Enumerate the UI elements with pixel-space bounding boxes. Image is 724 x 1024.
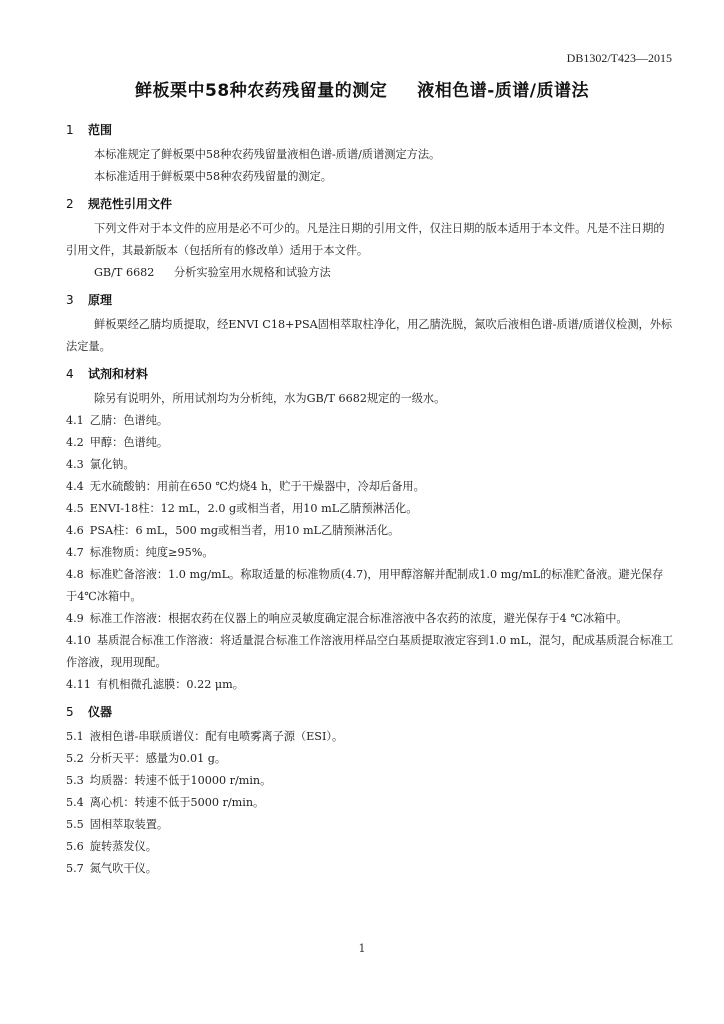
section-normative-references [66,192,674,284]
list-item: 4.7 标准物质：纯度≥95%。 [66,546,214,559]
list-item: 4.2 甲醇：色谱纯。 [66,436,169,449]
page-number: 1 [358,942,366,955]
section-principle [66,288,674,358]
list-item: 5.7 氮气吹干仪。 [66,862,157,875]
section-heading: 1 范围 [66,123,113,137]
list-item: 5.6 旋转蒸发仪。 [66,840,157,853]
reference-entry [66,262,674,284]
section-heading: 3 原理 [66,293,113,307]
document-code: DB1302/T423—2015 [566,51,672,65]
list-item: 5.4 离心机：转速不低于5000 r/min。 [66,796,265,809]
paragraph: 除另有说明外，所用试剂均为分析纯，水为GB/T 6682规定的一级水。 [94,392,446,405]
list-item: 4.5 ENVI-18柱：12 mL，2.0 g或相当者，用10 mL乙腈预淋活化。 [66,502,418,515]
title-part1: 鲜板栗中58种农药残留量的测定 [135,81,388,101]
reference-code: GB/T 6682 [94,266,155,279]
document-body [66,118,674,880]
list-item: 5.3 均质器：转速不低于10000 r/min。 [66,774,272,787]
section-heading: 4 试剂和材料 [66,367,149,381]
list-item: 4.10 基质混合标准工作溶液：将适量混合标准工作溶液用样品空白基质提取液定容到1.0 mL，混匀，配成基质混合标准工作溶液，现用现配。 [66,634,674,669]
section-heading: 5 仪器 [66,705,113,719]
list-item: 4.8 标准贮备溶液：1.0 mg/mL。称取适量的标准物质(4.7)，用甲醇溶解并配制成1.0 mg/mL的标准贮备液。避光保存于4℃冰箱中。 [66,568,664,603]
list-item: 4.11 有机相微孔滤膜：0.22 μm。 [66,678,244,691]
paragraph: 本标准适用于鲜板栗中58种农药残留量的测定。 [94,170,332,183]
paragraph: 本标准规定了鲜板栗中58种农药残留量液相色谱-质谱/质谱测定方法。 [94,148,441,161]
list-item: 4.6 PSA柱：6 mL，500 mg或相当者，用10 mL乙腈预淋活化。 [66,524,400,537]
list-item: 5.5 固相萃取装置。 [66,818,169,831]
reference-title: 分析实验室用水规格和试验方法 [174,266,331,279]
list-item: 4.1 乙腈：色谱纯。 [66,414,169,427]
paragraph: 下列文件对于本文件的应用是必不可少的。凡是注日期的引用文件，仅注日期的版本适用于本文件。凡是不注日期的引用文件，其最新版本（包括所有的修改单）适用于本文件。 [66,222,665,257]
list-item: 4.9 标准工作溶液：根据农药在仪器上的响应灵敏度确定混合标准溶液中各农药的浓度，避光保存于4 ℃冰箱中。 [66,612,628,625]
section-scope [66,118,674,188]
list-item: 5.1 液相色谱-串联质谱仪：配有电喷雾离子源（ESI）。 [66,730,344,743]
document-title [0,76,724,101]
paragraph: 鲜板栗经乙腈均质提取，经ENVI C18+PSA固相萃取柱净化，用乙腈洗脱，氮吹后液相色谱-质谱/质谱仪检测，外标法定量。 [66,318,673,353]
section-heading: 2 规范性引用文件 [66,197,173,211]
section-reagents [66,362,674,696]
list-item: 5.2 分析天平：感量为0.01 g。 [66,752,227,765]
section-apparatus [66,700,674,880]
title-part2: 液相色谱-质谱/质谱法 [417,81,589,101]
list-item: 4.4 无水硫酸钠：用前在650 ℃灼烧4 h，贮于干燥器中，冷却后备用。 [66,480,425,493]
list-item: 4.3 氯化钠。 [66,458,135,471]
